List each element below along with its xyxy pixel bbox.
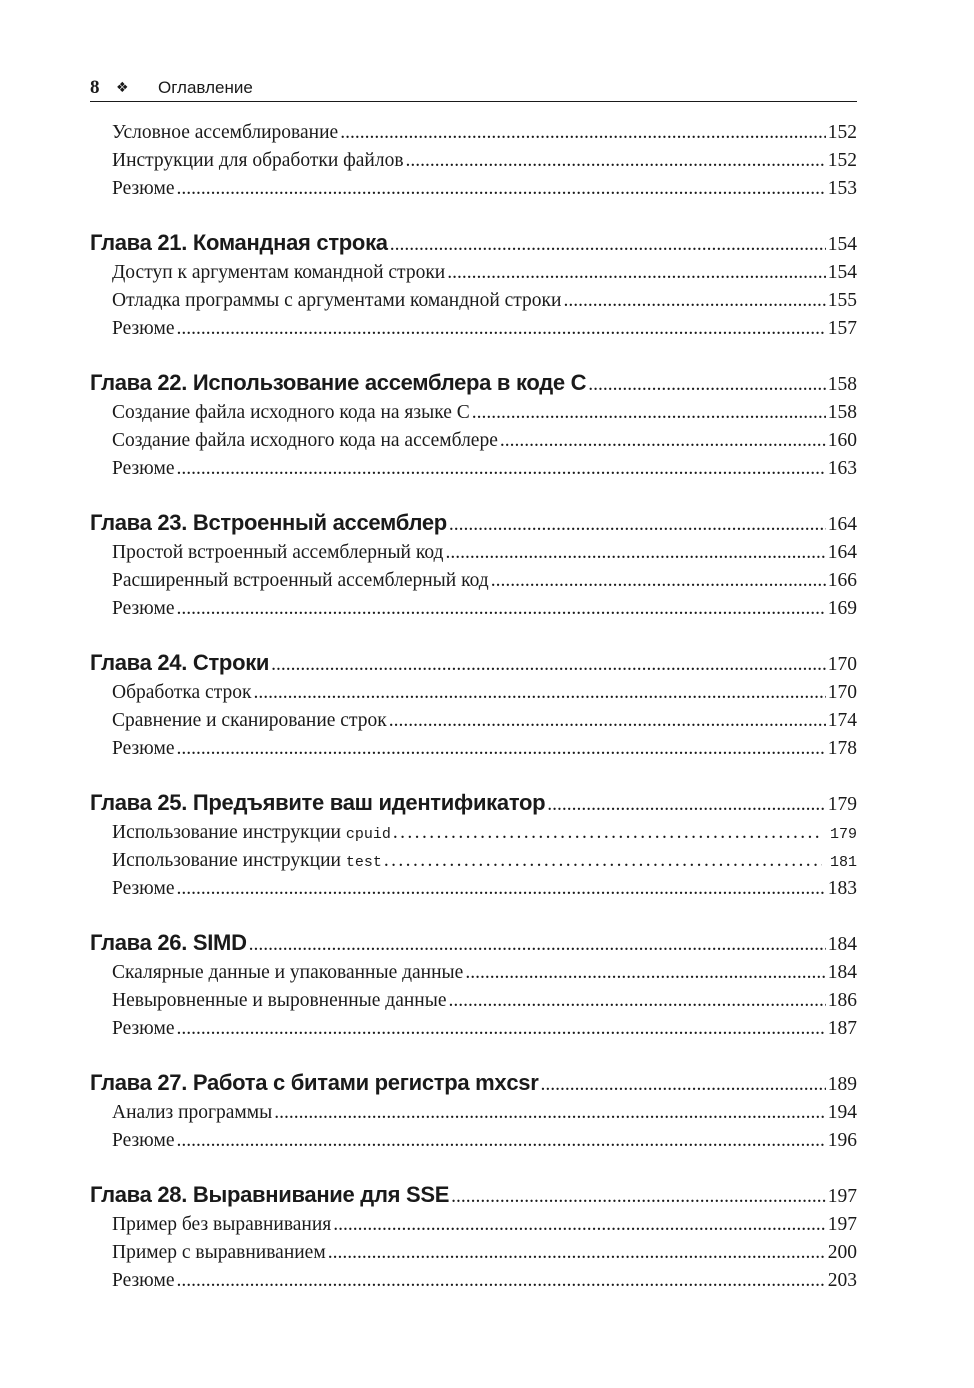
toc-entry [90, 399, 857, 427]
toc-entry [90, 959, 857, 987]
toc-entry [90, 1211, 857, 1239]
toc-entry [90, 595, 857, 623]
toc-entry [90, 315, 857, 343]
toc-entry-text: Создание файла исходного кода на языке С [112, 402, 470, 423]
toc-entry-page: 152 [827, 122, 857, 143]
toc-entry-page: 158 [827, 402, 857, 423]
header-page-number: 8 [90, 77, 100, 98]
toc-entry-page: 170 [827, 682, 857, 703]
code-term: test [345, 854, 382, 871]
chapter-title: Глава 25. Предъявите ваш идентификатор [90, 790, 546, 815]
chapter-page: 184 [827, 934, 857, 955]
dot-leader [177, 875, 826, 903]
toc-entry-page: 186 [827, 990, 857, 1011]
toc-entry [90, 455, 857, 483]
toc-entry-page: 169 [827, 598, 857, 619]
toc-entry-text: Скалярные данные и упакованные данные [112, 962, 464, 983]
toc-entry [90, 175, 857, 203]
chapter-page: 158 [827, 374, 857, 395]
toc-entry-page: 152 [827, 150, 857, 171]
toc-entry-text: Инструкции для обработки файлов [112, 150, 404, 171]
toc-entry-page: 153 [827, 178, 857, 199]
dot-leader [563, 287, 825, 315]
chapter-heading-23 [90, 507, 857, 539]
toc-entry-page: 203 [827, 1270, 857, 1291]
toc-entry [90, 567, 857, 595]
toc-entry-text: Анализ программы [112, 1102, 273, 1123]
toc-entry-text: Доступ к аргументам командной строки [112, 262, 446, 283]
toc-entry-text: Невыровненные и выровненные данные [112, 990, 447, 1011]
chapter-title: Глава 23. Встроенный ассемблер [90, 510, 447, 535]
chapter-title: Глава 28. Выравнивание для SSE [90, 1182, 450, 1207]
dot-leader [177, 315, 826, 343]
toc-entry-text: Резюме [112, 178, 175, 199]
toc-entry-page: 200 [827, 1242, 857, 1263]
toc-entry [90, 987, 857, 1015]
dot-leader [389, 707, 826, 735]
chapter-title: Глава 26. SIMD [90, 930, 247, 955]
toc-entry-page: 183 [827, 878, 857, 899]
toc-entry-page: 181 [829, 854, 857, 871]
toc-entry-text: Сравнение и сканирование строк [112, 710, 387, 731]
dot-leader [177, 735, 826, 763]
toc-entry [90, 1127, 857, 1155]
chapter-heading-24 [90, 647, 857, 679]
dot-leader [177, 1015, 826, 1043]
chapter-heading-26 [90, 927, 857, 959]
toc-entry-text: Использование инструкции [112, 850, 341, 871]
dot-leader [177, 455, 826, 483]
chapter-heading-21 [90, 227, 857, 259]
toc-entry [90, 735, 857, 763]
toc-entry-page: 178 [827, 738, 857, 759]
toc-entry-text: Пример с выравниванием [112, 1242, 326, 1263]
toc-entry [90, 147, 857, 175]
toc-entry-text: Простой встроенный ассемблерный код [112, 542, 444, 563]
chapter-page: 170 [827, 654, 857, 675]
toc-entry-text: Резюме [112, 1018, 175, 1039]
toc-entry-page: 163 [827, 458, 857, 479]
toc-entry-page: 164 [827, 542, 857, 563]
toc-page [90, 72, 857, 1295]
toc-entry-page: 154 [827, 262, 857, 283]
toc-entry [90, 1015, 857, 1043]
toc-entry-page: 166 [827, 570, 857, 591]
toc-entry-text: Отладка программы с аргументами командной строки [112, 290, 562, 311]
chapter-title: Глава 22. Использование ассемблера в коде С [90, 370, 587, 395]
dot-leader [447, 259, 826, 287]
toc-entry [90, 287, 857, 315]
toc-entry-page: 194 [827, 1102, 857, 1123]
dot-leader [340, 119, 826, 147]
toc-entry-text: Резюме [112, 1130, 175, 1151]
toc-entry-page: 179 [829, 826, 857, 843]
dot-leader [449, 509, 826, 541]
dot-leader [249, 929, 826, 961]
toc-entry-text: Резюме [112, 1270, 175, 1291]
table-of-contents [90, 119, 857, 1295]
toc-entry-text: Пример без выравнивания [112, 1214, 332, 1235]
dot-leader [500, 427, 826, 455]
toc-entry-page: 174 [827, 710, 857, 731]
dot-leader [465, 959, 825, 987]
toc-entry [90, 1099, 857, 1127]
toc-entry [90, 119, 857, 147]
dot-leader [333, 1211, 825, 1239]
dot-leader [328, 1239, 826, 1267]
toc-entry [90, 259, 857, 287]
dot-leader [406, 147, 826, 175]
dot-leader [271, 649, 826, 681]
chapter-title: Глава 27. Работа с битами регистра mxcsr [90, 1070, 539, 1095]
dot-leader [448, 987, 825, 1015]
dot-leader [491, 567, 826, 595]
toc-entry [90, 679, 857, 707]
chapter-page: 197 [827, 1186, 857, 1207]
chapter-title: Глава 24. Строки [90, 650, 270, 675]
chapter-page: 179 [827, 794, 857, 815]
toc-entry-text: Резюме [112, 318, 175, 339]
dot-leader [451, 1181, 826, 1213]
dot-leader [472, 399, 826, 427]
chapter-title: Глава 21. Командная строка [90, 230, 388, 255]
dot-leader [274, 1099, 826, 1127]
toc-entry-page: 157 [827, 318, 857, 339]
toc-entry-page: 184 [827, 962, 857, 983]
running-header [90, 72, 857, 102]
toc-entry [90, 1239, 857, 1267]
chapter-page: 189 [827, 1074, 857, 1095]
chapter-page: 154 [827, 234, 857, 255]
toc-entry-page: 155 [827, 290, 857, 311]
toc-entry [90, 875, 857, 903]
chapter-page: 164 [827, 514, 857, 535]
chapter-heading-25 [90, 787, 857, 819]
toc-entry-text: Обработка строк [112, 682, 252, 703]
toc-entry-page: 197 [827, 1214, 857, 1235]
chapter-heading-28 [90, 1179, 857, 1211]
toc-entry-text: Резюме [112, 458, 175, 479]
dot-leader [588, 369, 826, 401]
code-term: cpuid [345, 826, 391, 843]
dot-leader [547, 789, 825, 821]
toc-entry-text: Создание файла исходного кода на ассемблере [112, 430, 498, 451]
header-title: Оглавление [158, 78, 253, 97]
toc-entry [90, 1267, 857, 1295]
chapter-heading-27 [90, 1067, 857, 1099]
toc-entry [90, 819, 857, 847]
toc-entry-text: Резюме [112, 738, 175, 759]
dot-leader [177, 1267, 826, 1295]
toc-entry-page: 160 [827, 430, 857, 451]
dot-leader [177, 1127, 826, 1155]
dot-leader [390, 229, 826, 261]
chapter-heading-22 [90, 367, 857, 399]
dot-leader [177, 595, 826, 623]
dot-leader [253, 679, 825, 707]
dot-leader [177, 175, 826, 203]
dot-leader [384, 847, 822, 875]
dot-leader [540, 1069, 825, 1101]
toc-entry [90, 707, 857, 735]
toc-entry-text: Расширенный встроенный ассемблерный код [112, 570, 489, 591]
toc-entry [90, 427, 857, 455]
toc-entry-text: Резюме [112, 598, 175, 619]
toc-entry [90, 847, 857, 875]
toc-entry-text: Условное ассемблирование [112, 122, 339, 143]
toc-entry-page: 196 [827, 1130, 857, 1151]
toc-entry [90, 539, 857, 567]
dot-leader [445, 539, 825, 567]
toc-entry-page: 187 [827, 1018, 857, 1039]
toc-entry-text: Резюме [112, 878, 175, 899]
toc-entry-text: Использование инструкции [112, 822, 341, 843]
ornament-icon: ❖ [116, 80, 129, 96]
dot-leader [393, 819, 822, 847]
